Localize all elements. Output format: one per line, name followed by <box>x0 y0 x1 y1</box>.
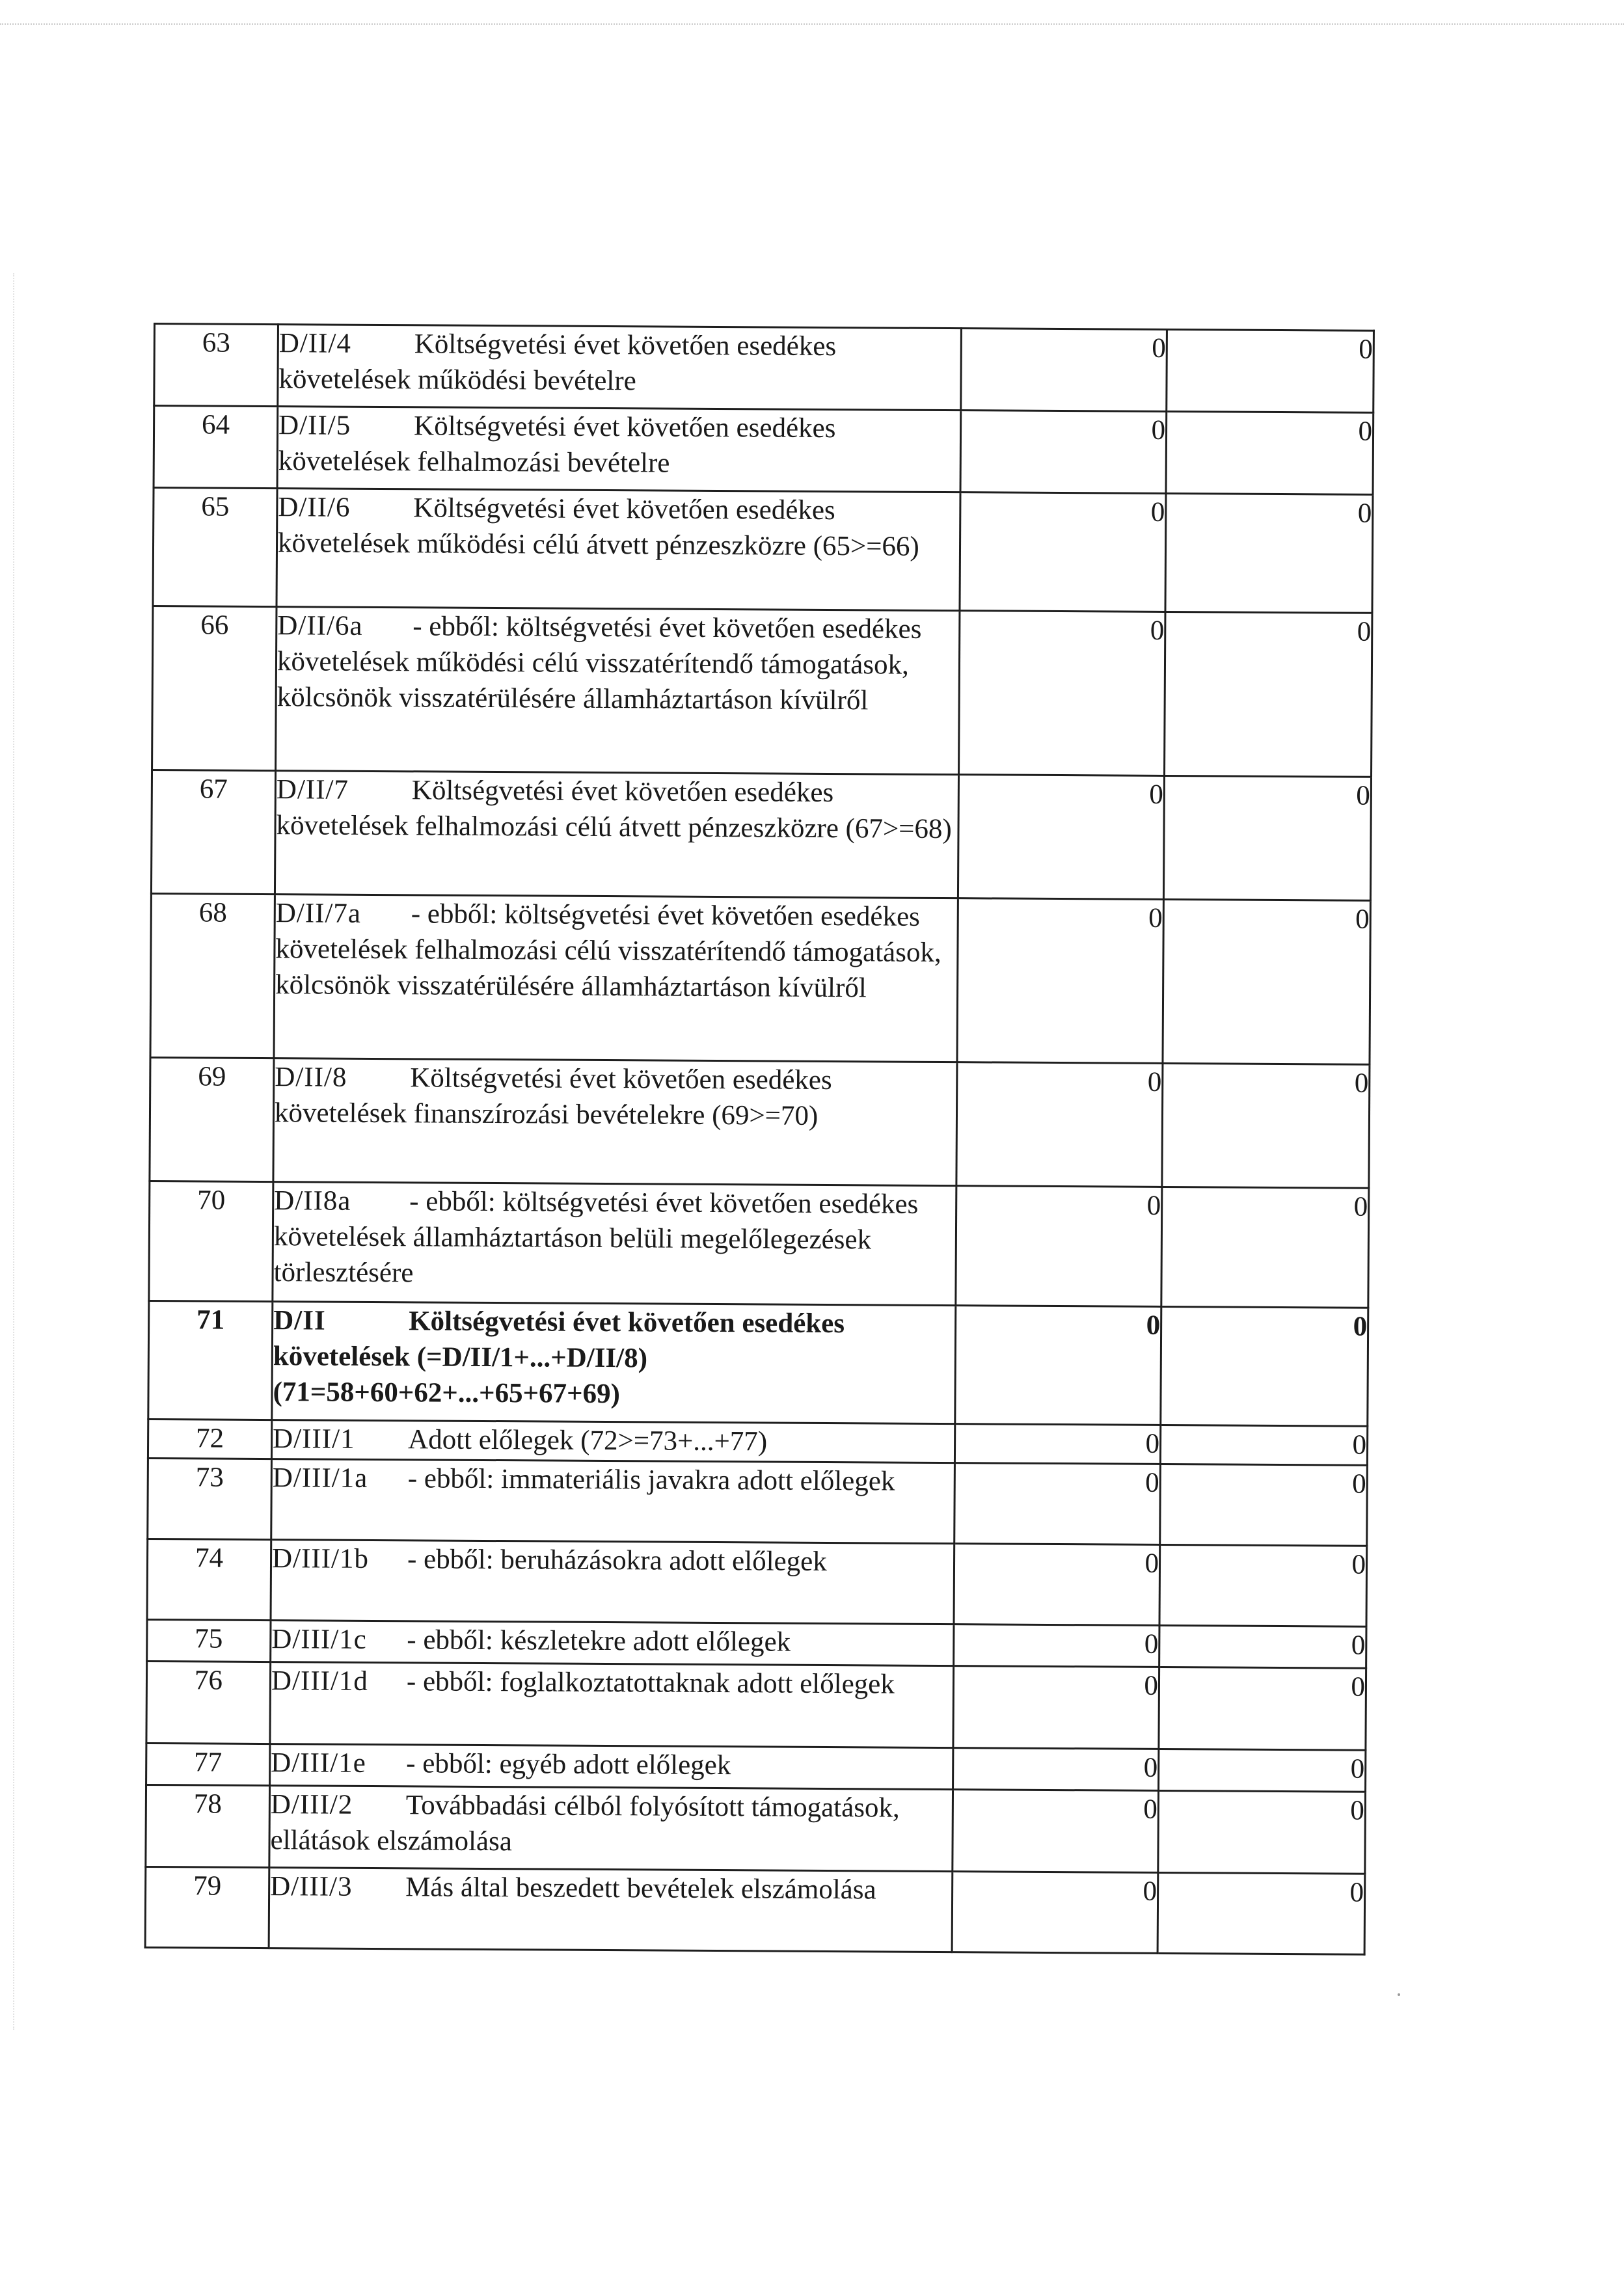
row-code: D/II/8 <box>275 1062 347 1093</box>
row-description <box>271 1621 954 1666</box>
row-text: - ebből: készletekre adott előlegek <box>407 1624 791 1658</box>
row-code: D/III/2 <box>270 1789 353 1820</box>
row-value-previous: 0 <box>954 1624 1159 1667</box>
table-row <box>153 488 1373 613</box>
row-description <box>273 1058 957 1186</box>
row-value-current: 0 <box>1163 899 1370 1064</box>
row-value-previous: 0 <box>953 1790 1159 1873</box>
row-number: 79 <box>145 1866 269 1948</box>
row-value-previous: 0 <box>961 329 1167 412</box>
row-description <box>271 1540 954 1624</box>
row-text: Továbbadási célból folyósított támogatások, ellátások elszámolása <box>270 1790 900 1857</box>
row-number: 71 <box>148 1300 273 1420</box>
table-row <box>149 1181 1369 1308</box>
scan-speck <box>1398 1993 1400 1996</box>
row-value-previous: 0 <box>957 898 1163 1064</box>
row-value-current: 0 <box>1159 1625 1366 1668</box>
row-description <box>274 895 958 1062</box>
row-description <box>271 1420 954 1463</box>
row-code: D/II/7 <box>276 774 349 805</box>
scan-edge-left <box>13 273 14 2030</box>
row-value-previous: 0 <box>956 1186 1162 1307</box>
scan-edge-top <box>0 23 1624 25</box>
row-code: D/III/1a <box>272 1462 368 1494</box>
row-text: - ebből: költségvetési évet követően esedékes követelések működési célú visszatérítendő támogatások, kölcsönök visszatérülésére államháztartáson kívülről <box>277 611 922 716</box>
row-code: D/III/1 <box>272 1423 355 1455</box>
row-number: 77 <box>146 1743 270 1785</box>
row-code: D/II/4 <box>278 328 352 359</box>
row-description <box>277 407 961 492</box>
table-row <box>154 406 1374 495</box>
row-text: - ebből: foglalkoztatottaknak adott előlegek <box>406 1666 895 1700</box>
row-description <box>276 607 960 775</box>
row-value-previous: 0 <box>960 492 1166 612</box>
row-description <box>273 1182 956 1306</box>
row-code: D/II/7a <box>275 898 362 929</box>
row-number: 64 <box>154 406 278 489</box>
row-text: - ebből: immateriális javakra adott előlegek <box>407 1463 895 1497</box>
row-text: Költségvetési évet követően esedékes követelések működési célú átvett pénzeszközre (65>=66) <box>277 492 919 562</box>
balance-sheet-table <box>144 323 1375 1956</box>
row-number: 75 <box>147 1619 271 1662</box>
row-description <box>269 1786 953 1872</box>
table-row <box>150 1057 1370 1188</box>
row-code: D/II/6a <box>277 610 363 641</box>
row-value-current: 0 <box>1159 1749 1366 1792</box>
row-value-current: 0 <box>1160 1464 1368 1546</box>
row-number: 69 <box>150 1057 274 1181</box>
row-code: D/III/1b <box>271 1543 370 1574</box>
row-text: Költségvetési évet követően esedékes követelések (=D/II/1+...+D/II/8) (71=58+60+62+...+65+67+69) <box>273 1306 845 1410</box>
row-number: 65 <box>153 488 277 607</box>
row-value-current: 0 <box>1159 1544 1367 1626</box>
row-value-current: 0 <box>1157 1872 1365 1954</box>
row-code: D/II/5 <box>278 410 351 441</box>
row-text: Más által beszedett bevételek elszámolása <box>405 1872 876 1906</box>
row-description <box>272 1302 956 1424</box>
table-row <box>154 324 1374 413</box>
row-number: 76 <box>146 1661 271 1744</box>
row-value-current: 0 <box>1165 493 1373 613</box>
table-row <box>146 1785 1366 1874</box>
table-row <box>146 1743 1366 1792</box>
row-number: 66 <box>152 606 277 771</box>
row-text: - ebből: beruházásokra adott előlegek <box>407 1544 827 1577</box>
table-row <box>152 606 1372 777</box>
row-number: 67 <box>151 770 275 894</box>
row-value-current: 0 <box>1160 1425 1367 1465</box>
row-value-current: 0 <box>1161 1306 1368 1426</box>
row-text: Adott előlegek (72>=73+...+77) <box>407 1424 768 1457</box>
row-value-current: 0 <box>1167 329 1374 412</box>
table-row <box>148 1458 1368 1546</box>
row-text: - ebből: egyéb adott előlegek <box>406 1748 731 1781</box>
row-value-current: 0 <box>1159 1667 1366 1750</box>
table-row <box>145 1866 1365 1954</box>
row-value-previous: 0 <box>958 775 1164 900</box>
row-value-current: 0 <box>1166 411 1374 494</box>
row-value-previous: 0 <box>960 411 1167 494</box>
row-description <box>275 771 958 898</box>
row-description <box>271 1459 955 1544</box>
row-value-previous: 0 <box>952 1872 1158 1954</box>
row-code: D/III/1e <box>271 1747 366 1779</box>
row-value-previous: 0 <box>954 1544 1160 1626</box>
row-value-previous: 0 <box>959 611 1165 776</box>
row-value-current: 0 <box>1158 1790 1366 1874</box>
table-row <box>147 1619 1366 1668</box>
row-number: 72 <box>148 1419 271 1459</box>
row-value-previous: 0 <box>954 1424 1160 1464</box>
row-code: D/III/1d <box>271 1665 369 1697</box>
row-number: 70 <box>149 1181 273 1301</box>
row-code: D/II/6 <box>278 492 351 523</box>
row-value-previous: 0 <box>953 1748 1159 1791</box>
row-description <box>278 325 962 411</box>
row-value-previous: 0 <box>954 1463 1161 1545</box>
table-row-total <box>148 1300 1368 1426</box>
row-number: 78 <box>146 1785 270 1867</box>
table-row <box>147 1539 1367 1626</box>
row-description <box>270 1744 953 1790</box>
row-number: 68 <box>150 893 275 1058</box>
row-value-previous: 0 <box>956 1062 1163 1187</box>
row-value-current: 0 <box>1162 1063 1370 1188</box>
row-text: Költségvetési évet követően esedékes követelések felhalmozási célú átvett pénzeszközre (67>=68) <box>276 775 952 845</box>
row-number: 63 <box>154 324 278 407</box>
row-text: - ebből: költségvetési évet követően esedékes követelések felhalmozási célú visszatérítendő támogatások, kölcsönök visszatérülésére államháztartáson kívülről <box>275 898 941 1004</box>
table-row <box>150 893 1370 1064</box>
table-row <box>148 1419 1367 1465</box>
row-text: Költségvetési évet követően esedékes követelések felhalmozási bevételre <box>278 411 836 479</box>
row-value-current: 0 <box>1161 1187 1369 1308</box>
row-code: D/III/3 <box>270 1871 353 1902</box>
row-number: 74 <box>147 1539 271 1620</box>
row-number: 73 <box>148 1458 272 1539</box>
row-value-previous: 0 <box>953 1666 1159 1749</box>
row-text: - ebből: költségvetési évet követően esedékes követelések államháztartáson belüli megelőlegezések törlesztésére <box>273 1186 919 1289</box>
row-description <box>269 1868 953 1952</box>
table-row <box>151 770 1371 900</box>
table-row <box>146 1661 1366 1750</box>
row-text: Költségvetési évet követően esedékes követelések finanszírozási bevételekre (69>=70) <box>274 1062 832 1131</box>
row-code: D/II8a <box>274 1185 351 1217</box>
row-value-current: 0 <box>1163 775 1371 900</box>
row-text: Költségvetési évet követően esedékes követelések működési bevételre <box>278 329 837 397</box>
row-code: D/II <box>273 1305 326 1336</box>
row-value-current: 0 <box>1165 612 1372 777</box>
row-description <box>270 1662 954 1748</box>
row-description <box>277 489 960 611</box>
row-code: D/III/1c <box>271 1624 367 1655</box>
row-value-previous: 0 <box>955 1306 1161 1425</box>
ledger-body <box>145 324 1374 1955</box>
